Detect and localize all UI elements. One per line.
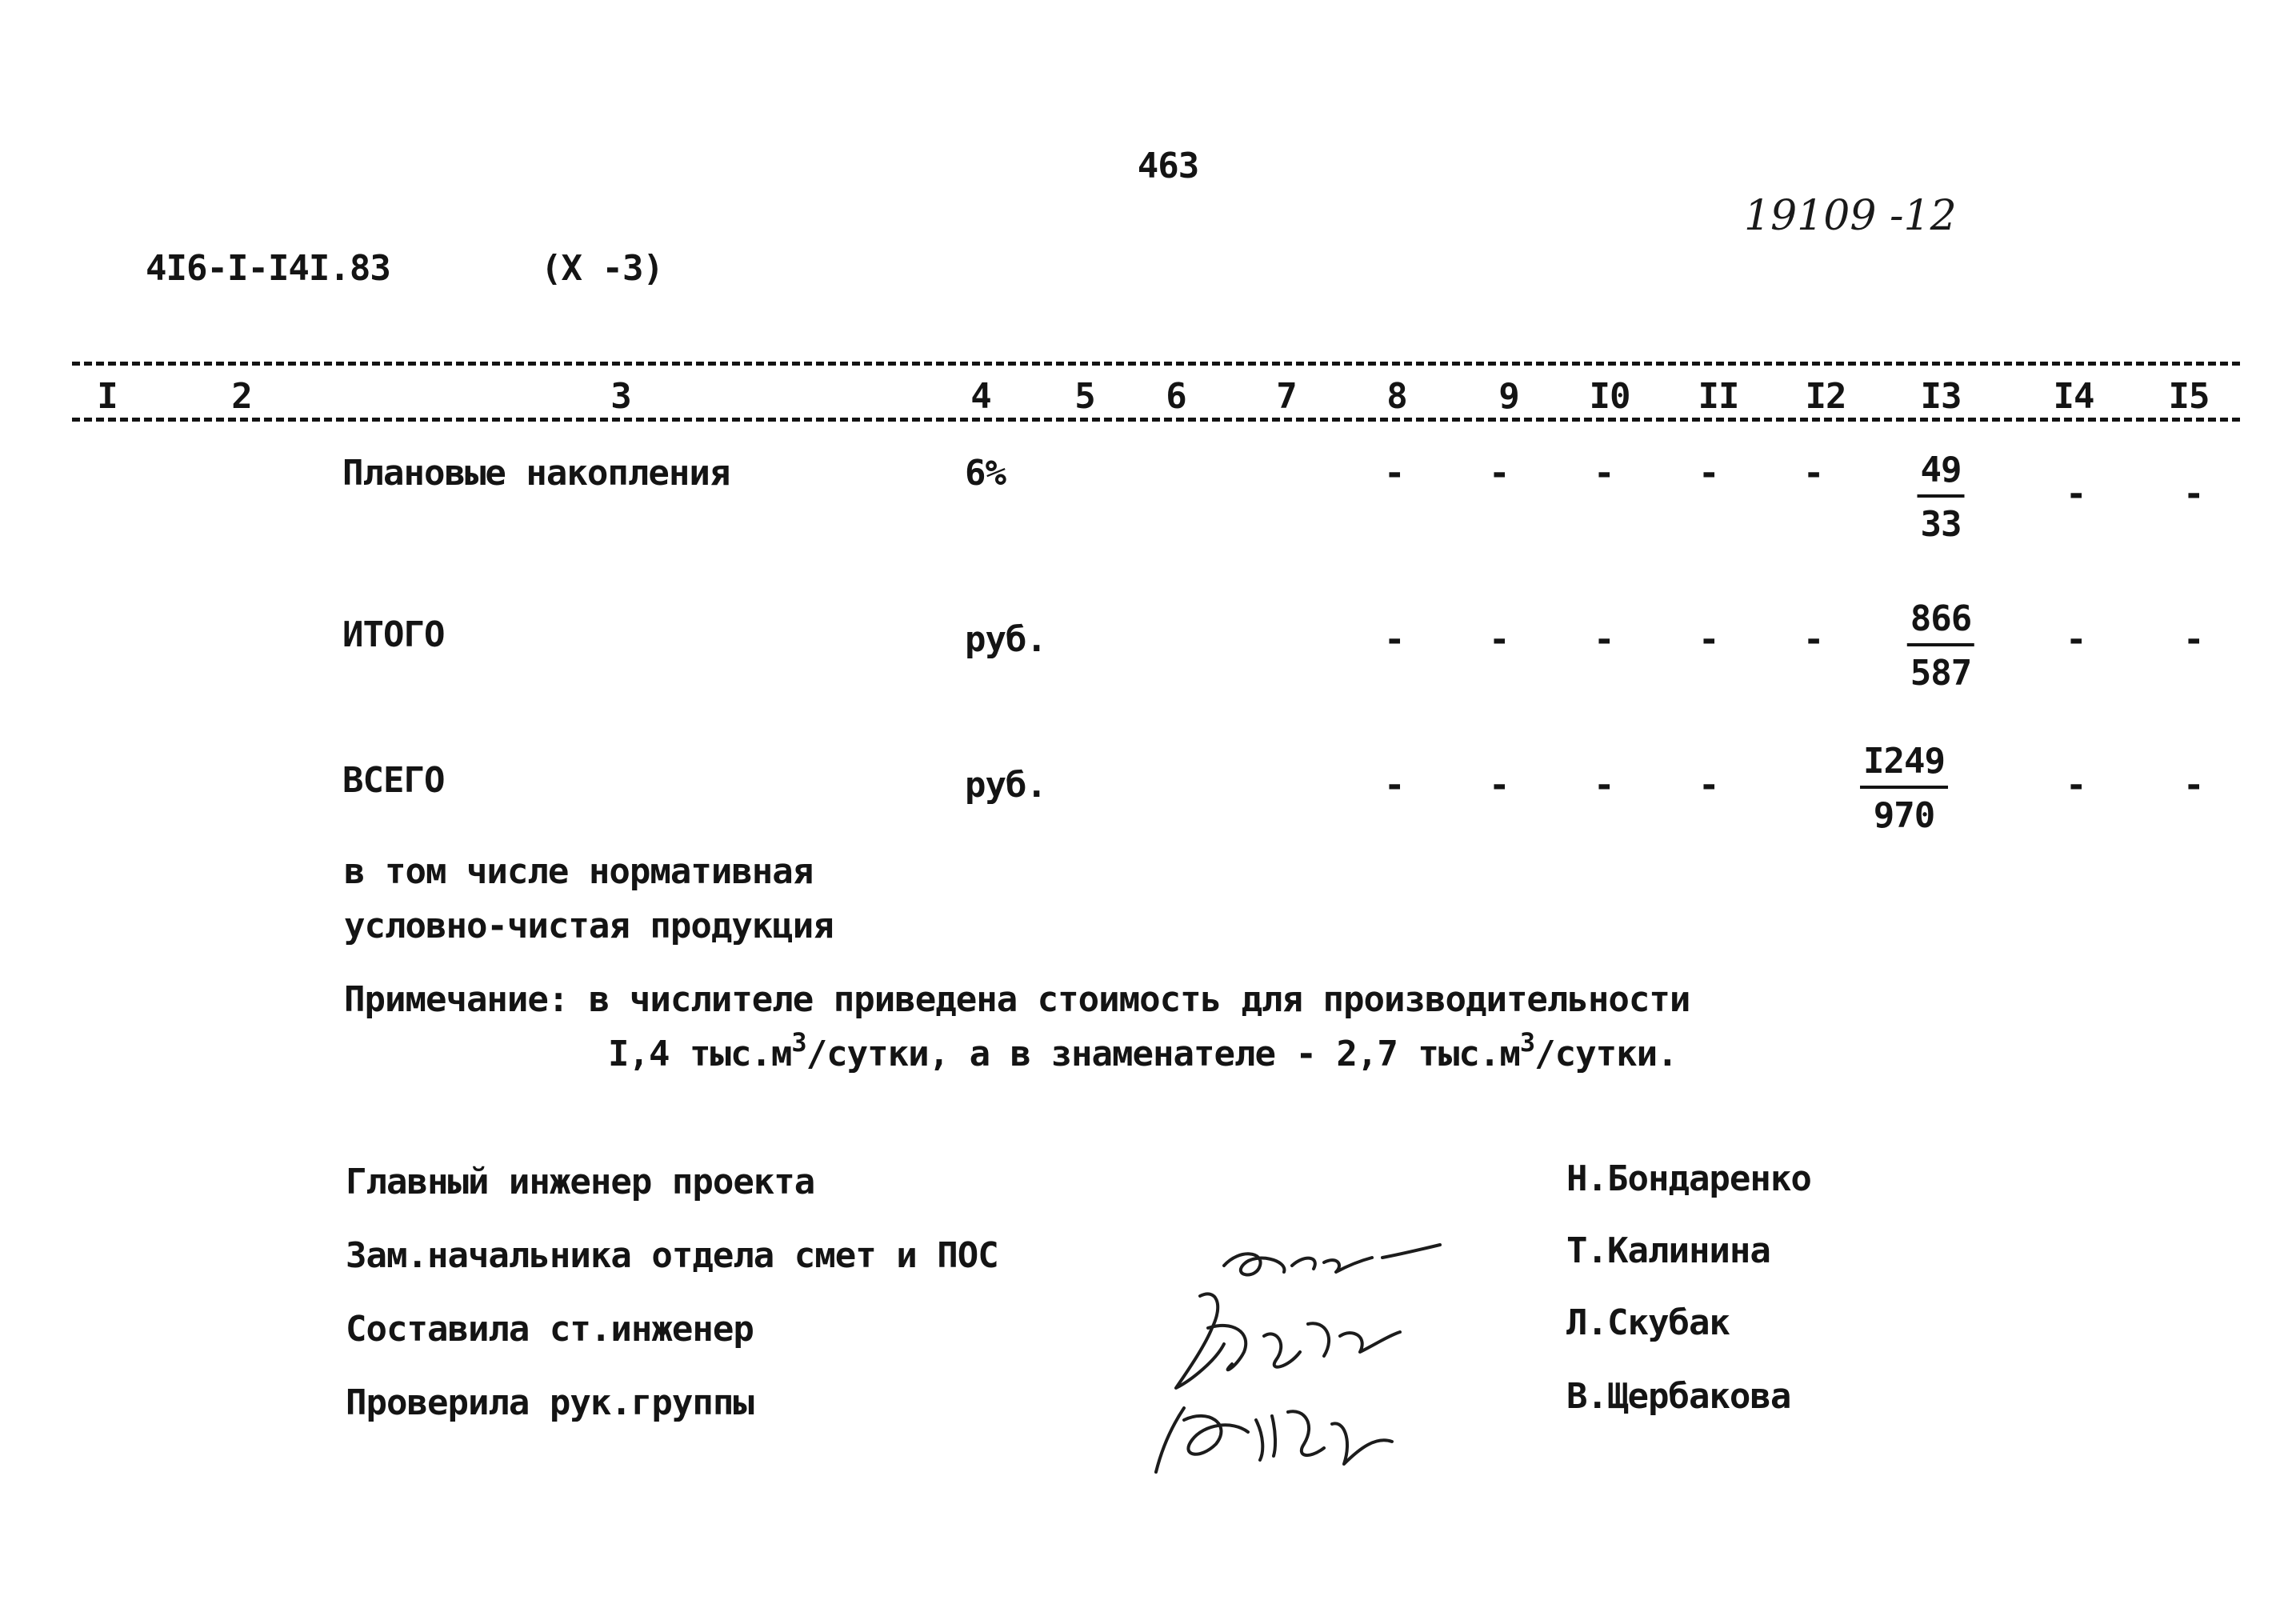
table-top-rule	[72, 362, 2240, 366]
empty-cells: - -	[2066, 765, 2205, 806]
empty-cells: - -	[2066, 619, 2205, 660]
subtext-line: условно-чистая продукция	[344, 906, 834, 946]
empty-cells: - - - - -	[1384, 453, 1825, 494]
signature-role: Зам.начальника отдела смет и ПОС	[346, 1235, 998, 1276]
col-header: II	[1698, 376, 1739, 417]
denominator: 33	[1920, 504, 1962, 545]
numerator: I249	[1860, 744, 1948, 789]
superscript: 3	[791, 1027, 806, 1058]
empty-cells: - - - - -	[1384, 619, 1825, 660]
signature-kalinina	[1224, 1245, 1440, 1275]
col-header: 2	[231, 376, 252, 417]
signature-skubak	[1176, 1294, 1400, 1388]
numerator: 49	[1918, 453, 1965, 498]
row-unit: руб.	[965, 619, 1046, 660]
note-part: I,4 тыс.м	[608, 1034, 792, 1074]
col-header: I5	[2168, 376, 2210, 417]
col-header: I0	[1589, 376, 1630, 417]
row-label: ИТОГО	[342, 614, 445, 655]
table-bottom-rule	[72, 418, 2240, 422]
row-label: ВСЕГО	[342, 760, 445, 801]
note-part: /сутки.	[1534, 1034, 1678, 1074]
col-header: 3	[610, 376, 631, 417]
col-header: 4	[970, 376, 991, 417]
col-header: I2	[1805, 376, 1846, 417]
signature-role: Составила ст.инженер	[346, 1309, 754, 1350]
signature-name: Н.Бондаренко	[1566, 1158, 1811, 1199]
row-label: Плановые накопления	[342, 453, 730, 494]
denominator: 970	[1873, 795, 1935, 836]
col-header: I	[97, 376, 118, 417]
handwritten-stamp: 19109 -12	[1744, 192, 1957, 240]
signature-shcherbakova	[1156, 1408, 1392, 1472]
value-fraction	[1907, 598, 1974, 694]
section-code: (X -3)	[541, 248, 663, 289]
col-header: 5	[1074, 376, 1095, 417]
note-line: Примечание: в числителе приведена стоимость для производительности	[344, 979, 1690, 1020]
signature-role: Главный инженер проекта	[346, 1162, 815, 1202]
col-header: 6	[1166, 376, 1186, 417]
note-part: /сутки, а в знаменателе - 2,7 тыс.м	[806, 1034, 1520, 1074]
note-line	[608, 1027, 1678, 1074]
signature-name: Т.Калинина	[1566, 1230, 1770, 1271]
subtext-line: в том числе нормативная	[344, 851, 814, 892]
empty-cells: - - - -	[1384, 765, 1720, 806]
handwritten-signatures	[1104, 1216, 1520, 1488]
page-number: 463	[1137, 146, 1199, 186]
superscript: 3	[1519, 1027, 1535, 1058]
value-fraction	[1860, 741, 1948, 836]
numerator: 866	[1907, 602, 1974, 646]
signature-role: Проверила рук.группы	[346, 1382, 754, 1423]
col-header: I4	[2053, 376, 2094, 417]
row-unit: руб.	[965, 765, 1046, 806]
col-header: 7	[1276, 376, 1297, 417]
col-header: 8	[1386, 376, 1407, 417]
row-unit: 6%	[965, 453, 1006, 494]
denominator: 587	[1910, 653, 1972, 694]
col-header: 9	[1498, 376, 1519, 417]
signature-name: В.Щербакова	[1566, 1376, 1791, 1417]
empty-cells: - -	[2066, 474, 2205, 514]
value-fraction	[1918, 450, 1965, 545]
signature-name: Л.Скубак	[1566, 1302, 1730, 1343]
doc-code: 4I6-I-I4I.83	[146, 248, 390, 289]
col-header: I3	[1920, 376, 1962, 417]
